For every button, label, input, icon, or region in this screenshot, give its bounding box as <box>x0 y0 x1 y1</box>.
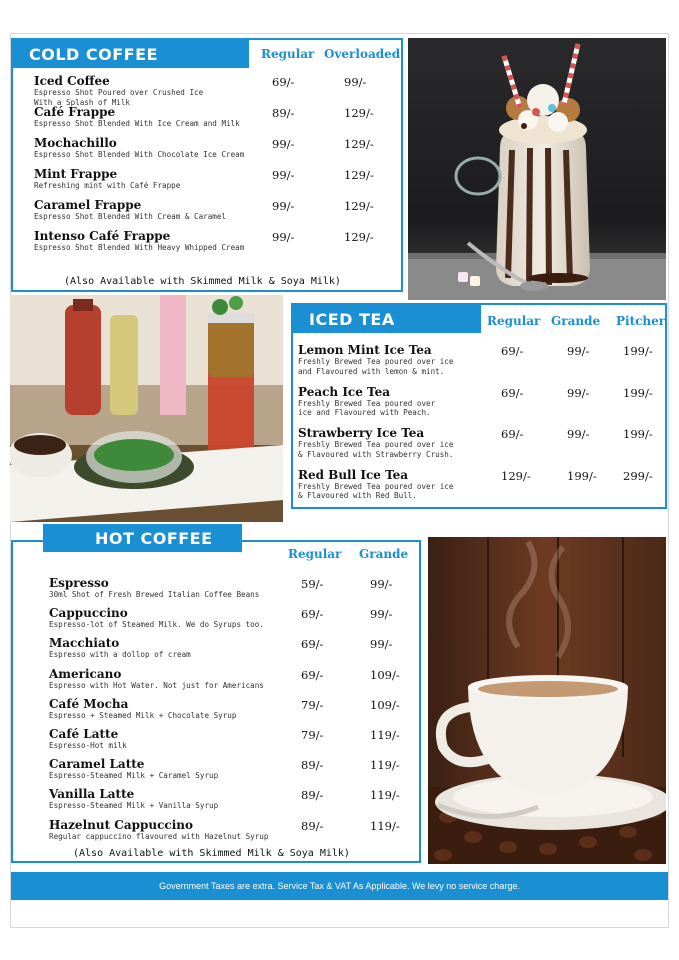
iced-tea-col-grande: Grande <box>551 314 601 328</box>
iced-tea-panel <box>291 303 667 509</box>
menu-item-price: 129/- <box>344 199 374 213</box>
menu-item-name: Americano <box>49 666 122 681</box>
menu-item-description: Espresso Shot Blended With Ice Cream and Milk <box>34 119 240 128</box>
menu-item-price: 79/- <box>301 728 324 742</box>
menu-item <box>34 136 244 160</box>
menu-item-price: 129/- <box>501 468 531 483</box>
menu-item-description: 30ml Shot of Fresh Brewed Italian Coffee Beans <box>49 590 260 599</box>
menu-item <box>49 727 127 751</box>
menu-item-price: 69/- <box>272 75 295 89</box>
menu-item-name: Red Bull Ice Tea <box>298 467 409 482</box>
menu-item-description: Freshly Brewed Tea poured over ice <box>298 357 454 366</box>
menu-item-name: Caramel Frappe <box>34 198 142 212</box>
menu-item-price: 89/- <box>301 818 324 833</box>
menu-item-price: 129/- <box>344 230 374 244</box>
menu-item <box>34 167 180 191</box>
menu-item <box>298 426 453 459</box>
iced-tea-image <box>10 295 283 522</box>
footer-tax-note: Government Taxes are extra. Service Tax & VAT As Applicable. We levy no service charge. <box>159 881 520 891</box>
hot-coffee-col-grande: Grande <box>359 547 409 561</box>
menu-item-price: 69/- <box>501 385 524 400</box>
menu-item-name: Cappuccino <box>49 606 128 621</box>
menu-item-description: Espresso Shot Blended With Cream & Caramel <box>34 212 227 221</box>
menu-item <box>34 198 226 222</box>
menu-item-price: 99/- <box>370 577 393 591</box>
menu-item-name: Intenso Café Frappe <box>34 229 171 243</box>
menu-item-price: 99/- <box>567 385 590 400</box>
iced-tea-title: ICED TEA <box>293 305 481 333</box>
menu-item-price: 199/- <box>567 468 597 483</box>
menu-item-description: With a Splash of Milk <box>34 97 131 107</box>
menu-item <box>34 229 244 253</box>
menu-item-price: 129/- <box>344 137 374 151</box>
menu-item-price: 99/- <box>344 75 367 89</box>
coffee-cup-image <box>428 537 666 864</box>
menu-item-description: Freshly Brewed Tea poured over ice <box>298 440 454 449</box>
menu-item-price: 69/- <box>301 637 324 652</box>
menu-item-price: 69/- <box>301 667 324 682</box>
menu-item-name: Iced Coffee <box>34 74 110 88</box>
menu-item-price: 129/- <box>344 168 374 182</box>
iced-tea-col-regular: Regular <box>487 314 541 328</box>
menu-item-price: 99/- <box>272 168 295 182</box>
menu-item-name: Mint Frappe <box>34 167 118 181</box>
menu-item-price: 59/- <box>301 577 324 591</box>
hot-coffee-title: HOT COFFEE <box>43 524 242 552</box>
menu-item-description: & Flavoured with Strawberry Crush. <box>298 449 454 459</box>
menu-item-description: Espresso-Steamed Milk + Caramel Syrup <box>49 771 219 781</box>
menu-item-price: 119/- <box>370 818 400 833</box>
menu-item-price: 99/- <box>370 607 393 622</box>
menu-item <box>49 576 259 600</box>
menu-item <box>49 606 264 630</box>
iced-tea-col-pitcher: Pitcher <box>616 314 666 328</box>
menu-item-price: 69/- <box>501 427 524 441</box>
menu-item-description: Espresso-lot of Steamed Milk. We do Syrups too. <box>49 620 264 630</box>
menu-item <box>298 385 435 418</box>
menu-item-name: Vanilla Latte <box>49 787 135 802</box>
menu-item-description: Freshly Brewed Tea poured over <box>298 398 436 408</box>
menu-item-name: Hazelnut Cappuccino <box>49 817 194 832</box>
menu-item-description: and Flavoured with lemon & mint. <box>298 366 445 376</box>
menu-item-description: ice and Flavoured with Peach. <box>298 408 431 417</box>
menu-item <box>49 787 218 811</box>
menu-item-price: 99/- <box>272 230 295 244</box>
menu-item <box>34 105 240 129</box>
cold-coffee-title: COLD COFFEE <box>13 40 249 68</box>
hot-coffee-col-regular: Regular <box>288 547 342 561</box>
hot-coffee-panel <box>11 540 421 863</box>
menu-item <box>49 818 268 842</box>
iced-tea-photo <box>10 295 283 522</box>
menu-item-name: Macchiato <box>49 636 120 651</box>
menu-item-description: & Flavoured with Red Bull. <box>298 491 417 500</box>
milkshake-photo <box>408 38 666 300</box>
menu-item <box>49 757 218 781</box>
hot-coffee-photo <box>428 537 666 864</box>
menu-item-price: 79/- <box>301 697 324 712</box>
menu-item-price: 129/- <box>344 106 374 120</box>
menu-item-price: 89/- <box>301 758 324 773</box>
menu-item-name: Lemon Mint Ice Tea <box>298 343 432 357</box>
menu-item-price: 99/- <box>567 427 590 441</box>
menu-item-name: Peach Ice Tea <box>298 384 391 399</box>
menu-item-description: Refreshing mint with Café Frappe <box>34 181 181 190</box>
menu-item-price: 199/- <box>623 427 653 441</box>
cold-coffee-note: (Also Available with Skimmed Milk & Soya Milk) <box>64 276 341 287</box>
menu-item-price: 299/- <box>623 468 653 483</box>
menu-item-price: 199/- <box>623 385 653 400</box>
menu-item-name: Café Latte <box>49 727 119 741</box>
menu-item-name: Café Mocha <box>49 696 129 711</box>
menu-item-price: 119/- <box>370 728 400 742</box>
menu-item-description: Freshly Brewed Tea poured over ice <box>298 481 454 491</box>
menu-item <box>34 74 203 107</box>
menu-item <box>298 468 453 501</box>
menu-item <box>49 636 191 660</box>
menu-item-name: Espresso <box>49 576 109 590</box>
menu-item-price: 99/- <box>272 199 295 213</box>
menu-item-price: 99/- <box>370 637 393 652</box>
menu-item-description: Espresso Shot Poured over Crushed Ice <box>34 88 204 97</box>
menu-item <box>49 667 264 691</box>
menu-item-price: 119/- <box>370 758 400 773</box>
menu-item-description: Espresso-Hot milk <box>49 741 127 750</box>
menu-item-name: Caramel Latte <box>49 757 145 772</box>
menu-item-description: Espresso Shot Blended With Heavy Whipped Cream <box>34 243 245 252</box>
menu-item-description: Espresso with Hot Water. Not just for Americans <box>49 680 264 690</box>
cold-coffee-col-overloaded: Overloaded <box>324 47 401 61</box>
menu-item-price: 89/- <box>301 788 324 803</box>
menu-item-price: 199/- <box>623 344 653 358</box>
menu-item-price: 109/- <box>370 697 400 712</box>
hot-coffee-note: (Also Available with Skimmed Milk & Soya Milk) <box>73 848 350 859</box>
menu-item-description: Espresso Shot Blended With Chocolate Ice Cream <box>34 150 245 159</box>
milkshake-image <box>408 38 666 300</box>
menu-item-price: 99/- <box>567 344 590 358</box>
menu-item-price: 99/- <box>272 137 295 151</box>
menu-item <box>49 697 236 721</box>
menu-item-description: Espresso with a dollop of cream <box>49 650 191 660</box>
menu-item-description: Regular cappuccino flavoured with Hazelnut Syrup <box>49 831 269 841</box>
menu-item-price: 69/- <box>501 344 524 358</box>
menu-item-name: Strawberry Ice Tea <box>298 426 425 440</box>
cold-coffee-col-regular: Regular <box>261 47 315 61</box>
menu-item-description: Espresso-Steamed Milk + Vanilla Syrup <box>49 801 219 811</box>
cold-coffee-panel <box>11 38 403 292</box>
menu-item-price: 119/- <box>370 788 400 803</box>
menu-item-price: 69/- <box>301 607 324 622</box>
menu-item-description: Espresso + Steamed Milk + Chocolate Syrup <box>49 710 237 720</box>
menu-item-price: 109/- <box>370 667 400 682</box>
menu-item <box>298 343 453 376</box>
menu-item-price: 89/- <box>272 106 295 120</box>
footer-bar <box>11 872 668 900</box>
menu-item-name: Mochachillo <box>34 136 117 150</box>
menu-item-name: Café Frappe <box>34 105 116 119</box>
